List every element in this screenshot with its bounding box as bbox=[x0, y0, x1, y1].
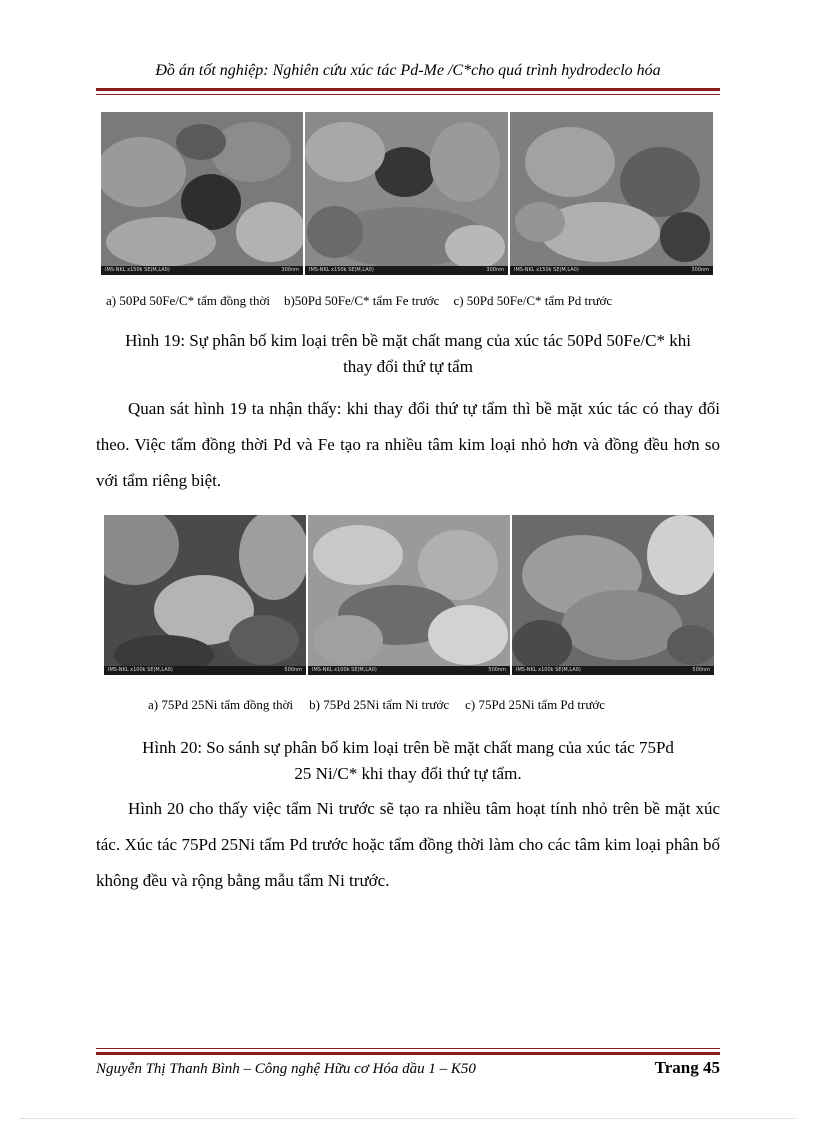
sem-image-19a bbox=[101, 112, 303, 275]
sem-texture bbox=[101, 112, 303, 275]
sem-image-20c bbox=[512, 515, 714, 675]
page-number: Trang 45 bbox=[654, 1058, 720, 1077]
sem-info-bar: IMS-NKL x150k SE(M,LA0) 300nm bbox=[305, 266, 508, 275]
sem-image-20b bbox=[308, 515, 510, 675]
figure-20-images bbox=[104, 515, 714, 675]
figure-19-images bbox=[101, 112, 713, 275]
footer-rule-thick bbox=[96, 1052, 720, 1055]
figure-19-title: Hình 19: Sự phân bố kim loại trên bề mặt chất mang của xúc tác 50Pd 50Fe/C* khi thay đổi thứ tự tẩm bbox=[125, 331, 691, 376]
sem-texture bbox=[510, 112, 713, 275]
figure-19-captions bbox=[106, 293, 612, 309]
paragraph-1: Quan sát hình 19 ta nhận thấy: khi thay đổi thứ tự tẩm thì bề mặt xúc tác có thay đổi theo. Việc tẩm đồng thời Pd và Fe tạo ra nhiều tâm kim loại nhỏ hơn và đồng đều hơn so với tẩm riêng biệt. bbox=[96, 399, 720, 490]
caption-20b: b) 75Pd 25Ni tẩm Ni trước bbox=[309, 697, 450, 712]
sem-texture bbox=[512, 515, 714, 675]
sem-info-bar: IMS-NKL x150k SE(M,LA0) 300nm bbox=[101, 266, 303, 275]
page-edge-divider bbox=[20, 1118, 796, 1119]
figure-20-captions bbox=[148, 697, 605, 713]
sem-info-bar: IMS-NKL x100k SE(M,LA0) 500nm bbox=[308, 666, 510, 675]
caption-19c: c) 50Pd 50Fe/C* tẩm Pd trước bbox=[453, 293, 613, 308]
paragraph-2: Hình 20 cho thấy việc tẩm Ni trước sẽ tạo ra nhiều tâm hoạt tính nhỏ trên bề mặt xúc tác. Xúc tác 75Pd 25Ni tẩm Pd trước hoặc tẩm đồng thời làm cho các tâm kim loại phân bố không đều và rộng bằng mẫu tẩm Ni trước. bbox=[96, 799, 720, 890]
footer-rule-thin bbox=[96, 1048, 720, 1049]
header-title: Đồ án tốt nghiệp: Nghiên cứu xúc tác Pd-Me /C*cho quá trình hydrodeclo hóa bbox=[155, 62, 661, 79]
sem-info-bar: IMS-NKL x100k SE(M,LA0) 500nm bbox=[512, 666, 714, 675]
header-rule-thin bbox=[96, 94, 720, 95]
caption-20c: c) 75Pd 25Ni tẩm Pd trước bbox=[465, 697, 606, 712]
sem-image-20a bbox=[104, 515, 306, 675]
sem-texture bbox=[305, 112, 508, 275]
sem-image-19c bbox=[510, 112, 713, 275]
sem-texture bbox=[308, 515, 510, 675]
figure-20-title: Hình 20: So sánh sự phân bố kim loại trên bề mặt chất mang của xúc tác 75Pd 25 Ni/C* khi thay đổi thứ tự tẩm. bbox=[142, 738, 674, 783]
footer-author: Nguyễn Thị Thanh Bình – Công nghệ Hữu cơ Hóa dầu 1 – K50 bbox=[96, 1061, 476, 1077]
sem-image-19b bbox=[305, 112, 508, 275]
sem-info-bar: IMS-NKL x150k SE(M,LA0) 300nm bbox=[510, 266, 713, 275]
header-rule-thick bbox=[96, 88, 720, 91]
caption-19b: b)50Pd 50Fe/C* tẩm Fe trước bbox=[283, 293, 440, 308]
caption-19a: a) 50Pd 50Fe/C* tẩm đồng thời bbox=[106, 293, 270, 308]
sem-texture bbox=[104, 515, 306, 675]
caption-20a: a) 75Pd 25Ni tẩm đồng thời bbox=[148, 697, 294, 712]
sem-info-bar: IMS-NKL x100k SE(M,LA0) 500nm bbox=[104, 666, 306, 675]
